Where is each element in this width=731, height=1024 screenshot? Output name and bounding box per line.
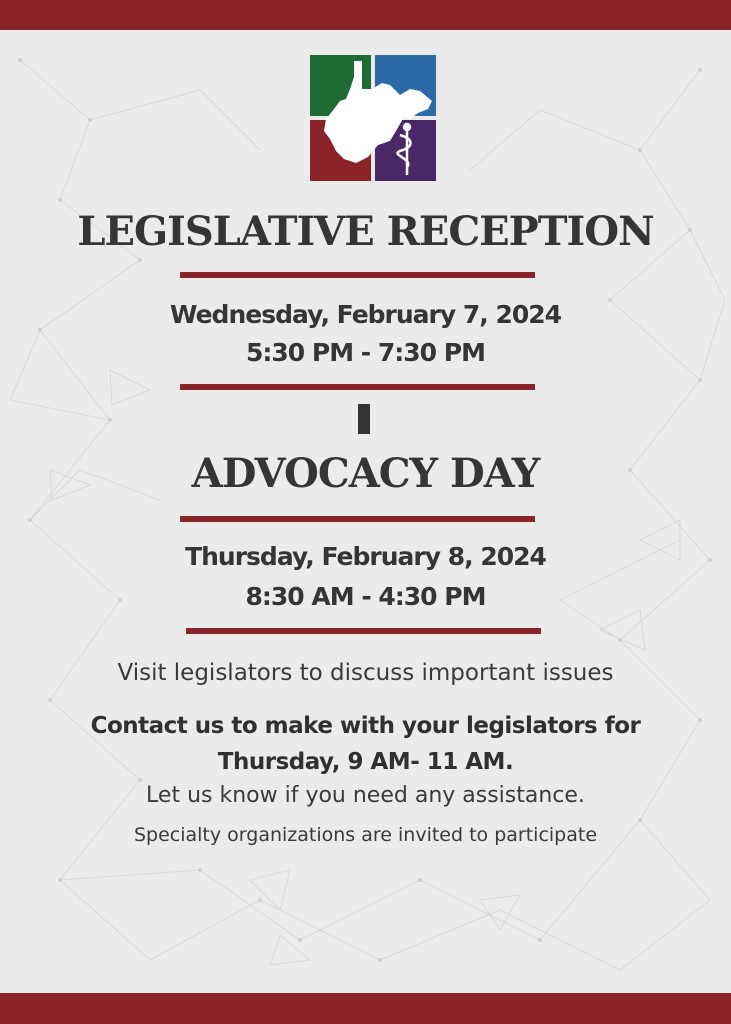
- divider: [186, 628, 541, 634]
- advocacy-date: Thursday, February 8, 2024: [185, 542, 546, 571]
- contact-line-1: Contact us to make with your legislators for: [90, 713, 641, 739]
- west-virginia-caduceus-logo: [310, 55, 436, 181]
- section-separator: [358, 404, 370, 434]
- reception-title: LEGISLATIVE RECEPTION: [77, 208, 654, 255]
- specialty-organizations-text: Specialty organizations are invited to participate: [133, 824, 598, 846]
- contact-line-2: Thursday, 9 AM- 11 AM.: [217, 749, 514, 775]
- advocacy-title: ADVOCACY DAY: [191, 450, 540, 497]
- divider: [180, 516, 535, 522]
- contact-us-text: [0, 708, 731, 780]
- divider: [180, 384, 535, 390]
- visit-legislators-text: Visit legislators to discuss important issues: [117, 660, 614, 686]
- assistance-text: Let us know if you need any assistance.: [146, 783, 585, 808]
- advocacy-time: 8:30 AM - 4:30 PM: [245, 582, 486, 611]
- bottom-banner-bar: [0, 993, 731, 1024]
- reception-time: 5:30 PM - 7:30 PM: [246, 338, 485, 367]
- reception-date: Wednesday, February 7, 2024: [169, 300, 562, 329]
- top-banner-bar: [0, 0, 731, 30]
- divider: [180, 272, 535, 278]
